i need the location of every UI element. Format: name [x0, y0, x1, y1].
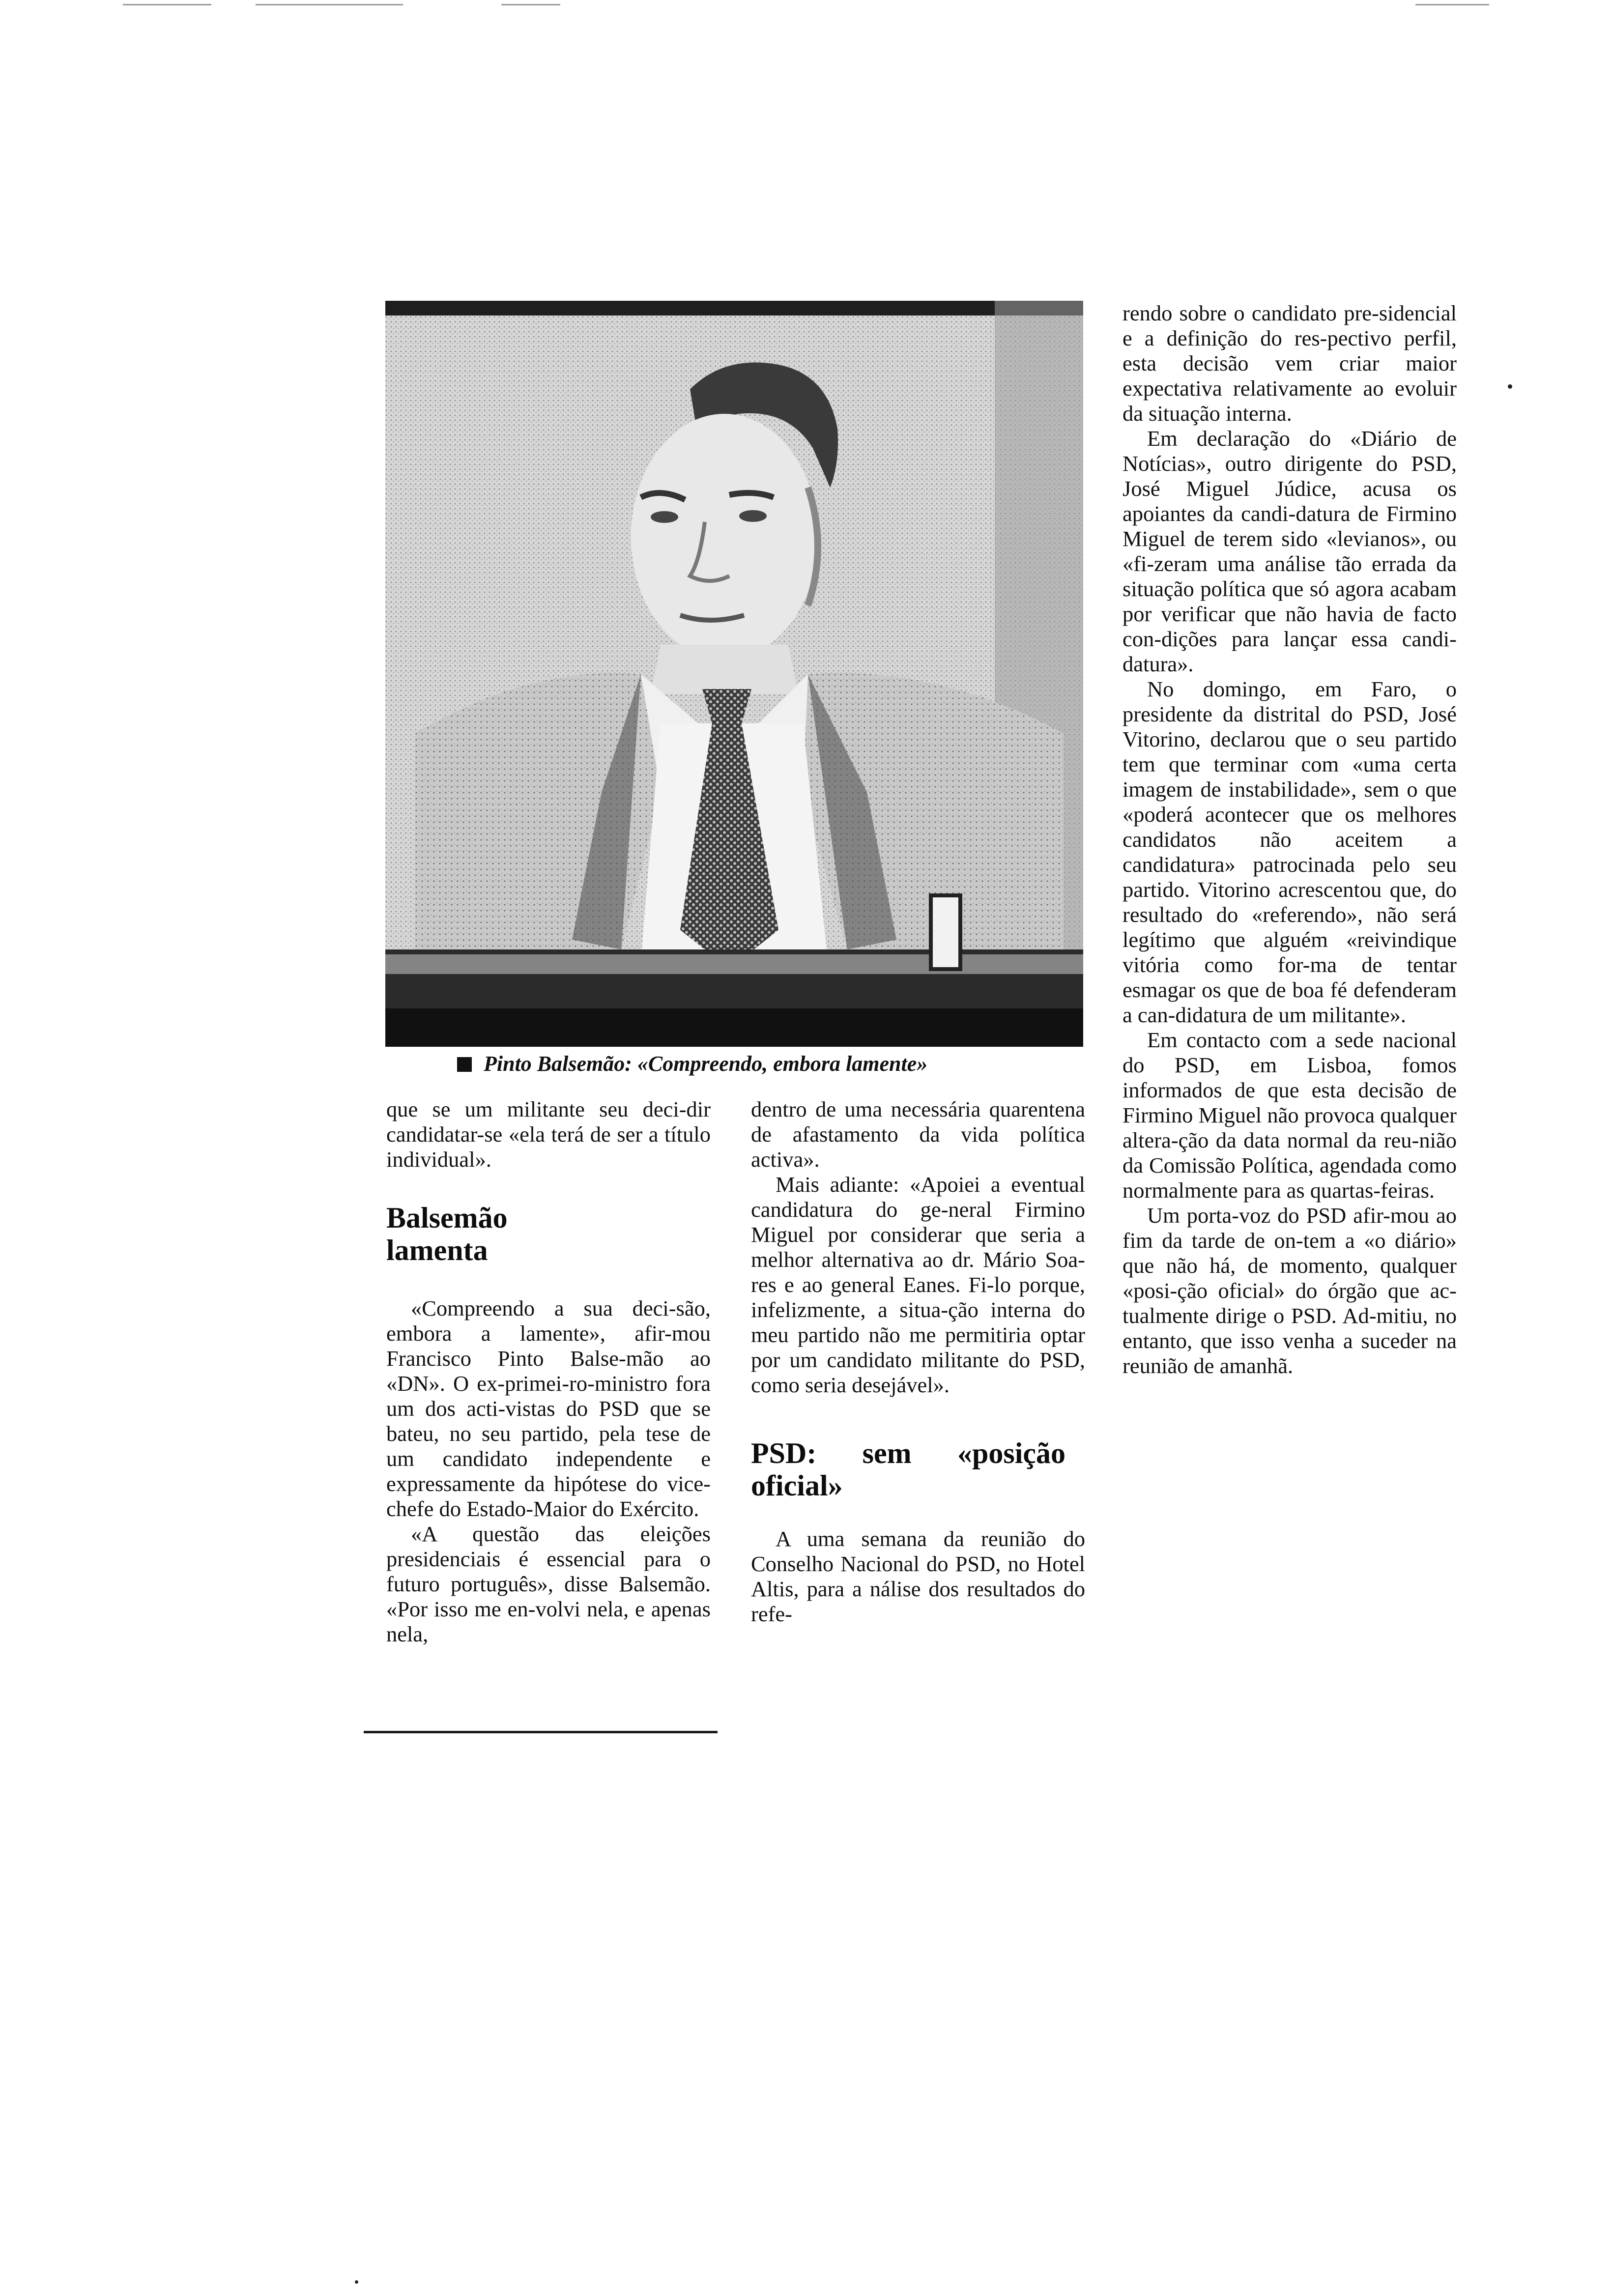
paragraph: Um porta-voz do PSD afir-mou ao fim da tarde de on-tem a «o diário» que não há, de momento, qualquer «posi-ção oficial» do órgão que ac-tualmente dirige o PSD. Ad-mitiu, no entanto, que isso venha a suceder na reunião de amanhã. — [1123, 1203, 1457, 1378]
balsemao-photo — [385, 301, 1083, 1047]
end-rule — [364, 1731, 718, 1733]
section-heading-psd: PSD: sem «posição oficial» — [751, 1437, 1065, 1502]
caption-bullet-icon — [457, 1057, 472, 1072]
article-column-1 — [386, 1097, 711, 1647]
paragraph: dentro de uma necessária quarentena de afastamento da vida política activa». — [751, 1097, 1085, 1172]
caption-name: Pinto Balsemão: — [484, 1052, 637, 1076]
paragraph: Mais adiante: «Apoiei a eventual candidatura do ge-neral Firmino Miguel por considerar que seria a melhor alternativa ao dr. Mário Soa-res e ao general Eanes. Fi-lo porque, infelizmente, a situa-ção interna do meu partido não me permitiria optar por um candidato militante do PSD, como seria desejável». — [751, 1172, 1085, 1397]
paragraph: rendo sobre o candidato pre-sidencial e a definição do res-pectivo perfil, esta decisão vem criar maior expectativa relativamente ao evoluir da situação interna. — [1123, 301, 1457, 426]
section-heading-balsemao: Balsemão lamenta — [386, 1202, 508, 1266]
article-column-3 — [1123, 301, 1457, 1378]
paragraph: Em contacto com a sede nacional do PSD, em Lisboa, fomos informados de que esta decisão de Firmino Miguel não provoca qualquer altera-ção da data normal da reu-nião da Comissão Política, agendada como normalmente para as quartas-feiras. — [1123, 1028, 1457, 1203]
scan-edge-line — [256, 4, 403, 5]
paragraph: «Compreendo a sua deci-são, embora a lamente», afir-mou Francisco Pinto Balse-mão ao «DN». O ex-primei-ro-ministro fora um dos acti-vistas do PSD que se bateu, no seu partido, pela tese de um candidato independente e expressamente da hipótese do vice-chefe do Estado-Maior do Exército. — [386, 1296, 711, 1521]
scan-edge-line — [123, 4, 211, 5]
photo-caption — [457, 1052, 1096, 1077]
scan-edge-line — [501, 4, 560, 5]
article-column-2 — [751, 1097, 1085, 1627]
caption-quote: «Compreendo, embora lamente» — [637, 1052, 928, 1076]
scan-speck — [355, 2280, 358, 2284]
scan-edge-line — [1415, 4, 1489, 5]
paragraph: No domingo, em Faro, o presidente da distrital do PSD, José Vitorino, declarou que o seu partido tem que terminar com «uma certa imagem de instabilidade», sem o que «poderá acontecer que os melhores candidatos não aceitem a candidatura» patrocinada pelo seu partido. Vitorino acrescentou que, do resultado do «referendo», não será legítimo que alguém «reivindique vitória como for-ma de tentar esmagar os que de boa fé defenderam a can-didatura de um militante». — [1123, 677, 1457, 1027]
paragraph: «A questão das eleições presidenciais é essencial para o futuro português», disse Balsemão. «Por isso me en-volvi nela, e apenas nela, — [386, 1521, 711, 1646]
paragraph: que se um militante seu deci-dir candidatar-se «ela terá de ser a título individual». — [386, 1097, 711, 1172]
paragraph: A uma semana da reunião do Conselho Nacional do PSD, no Hotel Altis, para a nálise dos resultados do refe- — [751, 1526, 1085, 1626]
scan-speck — [1508, 384, 1512, 389]
paragraph: Em declaração do «Diário de Notícias», outro dirigente do PSD, José Miguel Júdice, acusa os apoiantes da candi-datura de Firmino Miguel de terem sido «levianos», ou «fi-zeram uma análise tão errada da situação política que só agora acabam por verificar que não havia de facto con-dições para lançar essa candi-datura». — [1123, 426, 1457, 676]
